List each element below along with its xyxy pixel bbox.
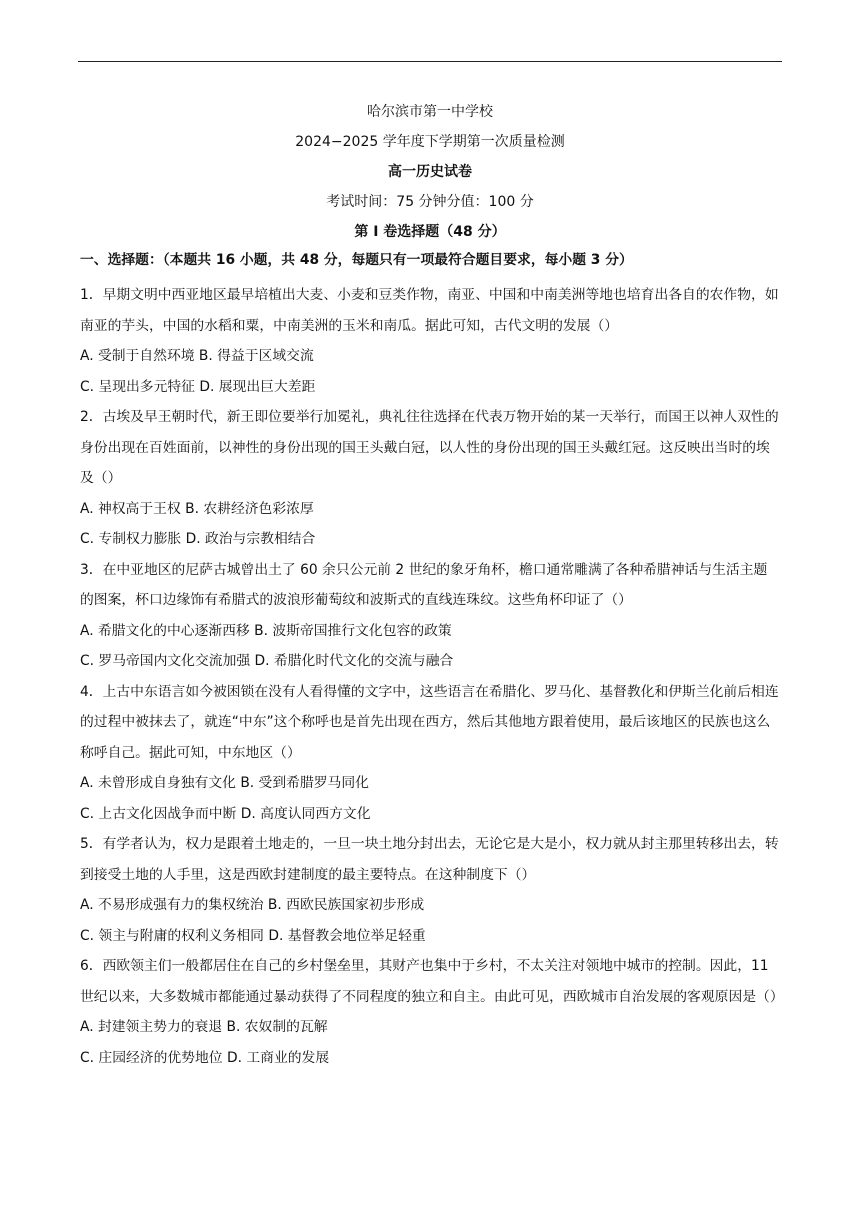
school-name: 哈尔滨市第一中学校 xyxy=(367,104,493,120)
option-line: A. 未曾形成自身独有文化 B. 受到希腊罗马同化 xyxy=(80,775,369,791)
question-text: 早期文明中西亚地区最早培植出大麦、小麦和豆类作物，南亚、中国和中南美洲等地也培育出各自的农作物，如南亚的芋头，中国的水稻和粟，中南美洲的玉米和南瓜。据此可知，古代文明的发展（） xyxy=(80,287,779,334)
question-5 xyxy=(80,829,780,951)
exam-page xyxy=(80,100,784,1073)
question-number: 6． xyxy=(80,958,103,974)
question-text: 古埃及早王朝时代，新王即位要举行加冕礼，典礼往往选择在代表万物开始的某一天举行，而国王以神人双性的身份出现在百姓面前，以神性的身份出现的国王头戴白冠，以人性的身份出现的国王头戴红冠。这反映出当时的埃及（） xyxy=(80,409,779,486)
option-line: A. 不易形成强有力的集权统治 B. 西欧民族国家初步形成 xyxy=(80,897,425,913)
section-title: 一、选择题：（本题共 16 小题，共 48 分，每题只有一项最符合题目要求，每小题 3 分） xyxy=(80,252,633,268)
exam-meta: 考试时间：75 分钟分值：100 分 xyxy=(326,194,534,210)
option-line: C. 上古文化因战争而中断 D. 高度认同西方文化 xyxy=(80,805,371,822)
question-text: 西欧领主们一般都居住在自己的乡村堡垒里，其财产也集中于乡村，不太关注对领地中城市的控制。因此，11 世纪以来，大多数城市都能通过暴动获得了不同程度的独立和自主。由此可见，西欧城市自治发展的客观原因是（） xyxy=(80,958,784,1005)
option-line: A. 受制于自然环境 B. 得益于区域交流 xyxy=(80,348,314,364)
question-2 xyxy=(80,402,780,555)
exam-subject: 高一历史试卷 xyxy=(388,164,472,180)
question-number: 3． xyxy=(80,561,103,578)
option-line: C. 罗马帝国内文化交流加强 D. 希腊化时代文化的交流与融合 xyxy=(80,653,454,669)
option-line: C. 呈现出多元特征 D. 展现出巨大差距 xyxy=(80,378,316,395)
volume-title: 第 I 卷选择题（48 分） xyxy=(354,224,506,240)
question-text: 上古中东语言如今被困锁在没有人看得懂的文字中，这些语言在希腊化、罗马化、基督教化和伊斯兰化前后相连的过程中被抹去了，就连“中东”这个称呼也是首先出现在西方，然后其他地方跟着使用，最后该地区的民族也这么称呼自己。据此可知，中东地区（） xyxy=(80,683,779,761)
question-number: 4． xyxy=(80,683,103,700)
question-text: 在中亚地区的尼萨古城曾出土了 60 余只公元前 2 世纪的象牙角杯，檐口通常雕满了各种希腊神话与生活主题的图案，杯口边缘饰有希腊式的波浪形葡萄纹和波斯式的直线连珠纹。这些角杯印证了（） xyxy=(80,561,768,608)
question-4 xyxy=(80,677,780,830)
option-line: C. 庄园经济的优势地位 D. 工商业的发展 xyxy=(80,1049,330,1066)
option-line: A. 神权高于王权 B. 农耕经济色彩浓厚 xyxy=(80,500,314,517)
header-rule xyxy=(78,61,782,62)
question-3 xyxy=(80,555,780,677)
exam-term: 2024−2025 学年度下学期第一次质量检测 xyxy=(295,134,565,150)
question-6 xyxy=(80,951,784,1073)
question-number: 5． xyxy=(80,836,103,852)
option-line: A. 封建领主势力的衰退 B. 农奴制的瓦解 xyxy=(80,1019,328,1035)
option-line: C. 专制权力膨胀 D. 政治与宗教相结合 xyxy=(80,531,316,547)
option-line: C. 领主与附庸的权利义务相同 D. 基督教会地位举足轻重 xyxy=(80,927,426,944)
question-text: 有学者认为，权力是跟着土地走的，一旦一块土地分封出去，无论它是大是小，权力就从封主那里转移出去，转到接受土地的人手里，这是西欧封建制度的最主要特点。在这种制度下（） xyxy=(80,836,779,883)
question-number: 1． xyxy=(80,287,103,303)
question-number: 2． xyxy=(80,409,103,425)
option-line: A. 希腊文化的中心逐渐西移 B. 波斯帝国推行文化包容的政策 xyxy=(80,622,452,639)
question-1 xyxy=(80,280,780,402)
